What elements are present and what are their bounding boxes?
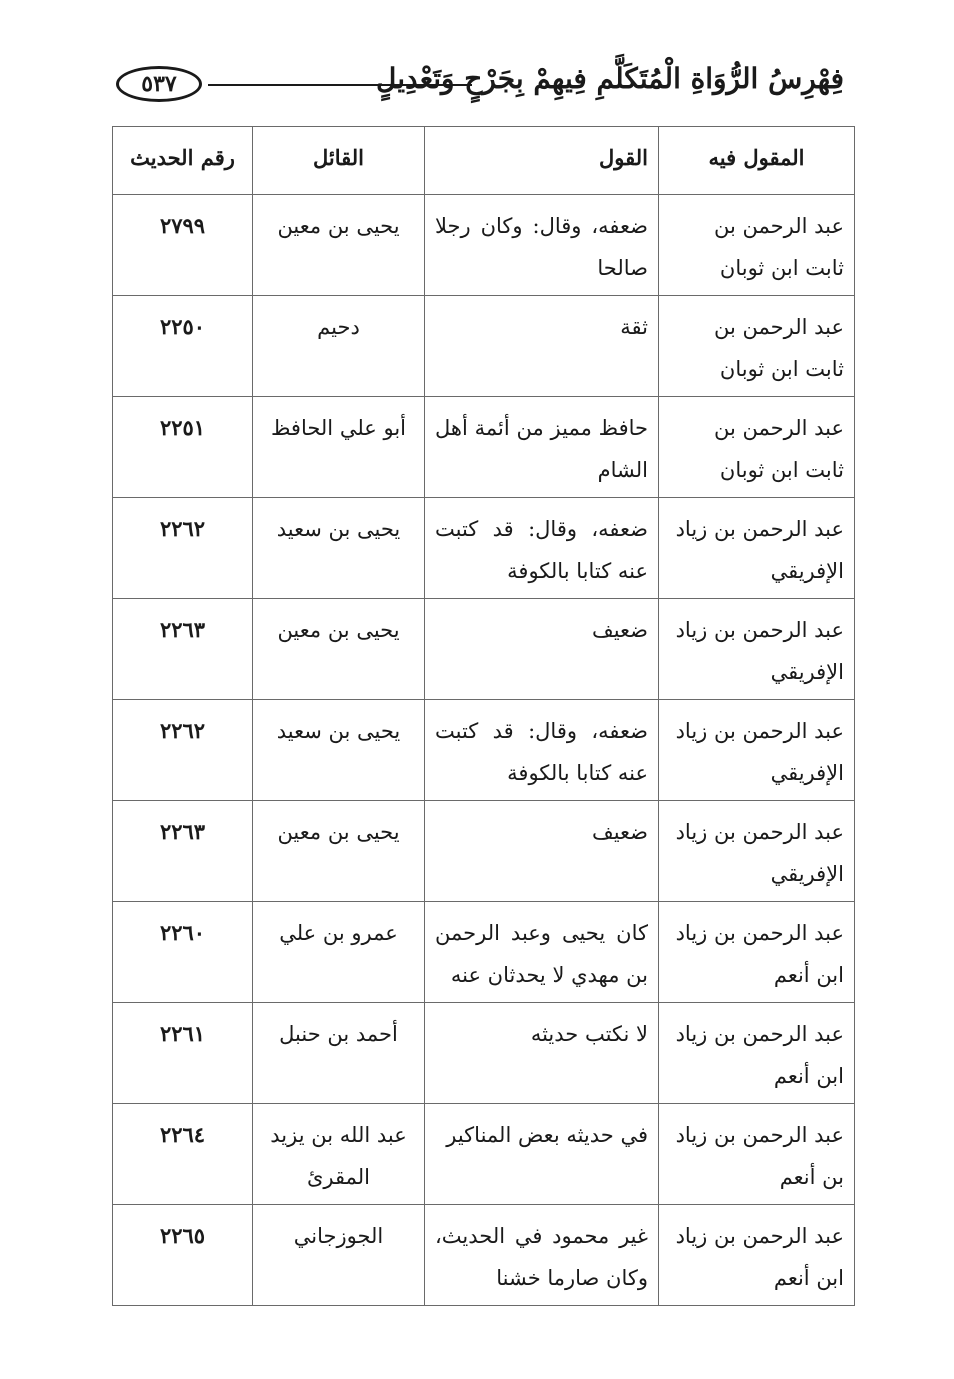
cell-subject: عبد الرحمن بن زياد الإفريقي (659, 498, 855, 599)
index-table-container (112, 126, 854, 1306)
cell-hadith-number: ٢٢٦٢ (113, 498, 253, 599)
page-number: ٥٣٧ (116, 66, 202, 102)
table-row (113, 902, 855, 1003)
cell-sayer: يحيى بن معين (253, 801, 425, 902)
cell-subject: عبد الرحمن بن زياد ابن أنعم (659, 902, 855, 1003)
cell-sayer: عمرو بن علي (253, 902, 425, 1003)
table-row (113, 599, 855, 700)
cell-hadith-number: ٢٢٦٥ (113, 1205, 253, 1306)
cell-saying: لا نكتب حديثه (425, 1003, 659, 1104)
cell-sayer: يحيى بن معين (253, 599, 425, 700)
cell-sayer: أحمد بن حنبل (253, 1003, 425, 1104)
cell-subject: عبد الرحمن بن زياد ابن أنعم (659, 1003, 855, 1104)
cell-sayer: يحيى بن سعيد (253, 498, 425, 599)
table-row (113, 1104, 855, 1205)
cell-sayer: يحيى بن سعيد (253, 700, 425, 801)
cell-subject: عبد الرحمن بن ثابت ابن ثوبان (659, 296, 855, 397)
cell-sayer: أبو علي الحافظ (253, 397, 425, 498)
cell-saying: ضعيف (425, 599, 659, 700)
cell-subject: عبد الرحمن بن زياد الإفريقي (659, 700, 855, 801)
cell-sayer: دحيم (253, 296, 425, 397)
table-row (113, 700, 855, 801)
cell-sayer: عبد الله بن يزيد المقرئ (253, 1104, 425, 1205)
cell-saying: ثقة (425, 296, 659, 397)
cell-hadith-number: ٢٢٥٠ (113, 296, 253, 397)
table-row (113, 1205, 855, 1306)
cell-saying: ضعيف (425, 801, 659, 902)
cell-saying: غير محمود في الحديث، وكان صارما خشنا (425, 1205, 659, 1306)
page-header (112, 62, 844, 118)
table-row (113, 498, 855, 599)
table-row (113, 801, 855, 902)
cell-subject: عبد الرحمن بن زياد بن أنعم (659, 1104, 855, 1205)
cell-subject: عبد الرحمن بن زياد الإفريقي (659, 599, 855, 700)
cell-subject: عبد الرحمن بن زياد الإفريقي (659, 801, 855, 902)
cell-hadith-number: ٢٢٦١ (113, 1003, 253, 1104)
cell-hadith-number: ٢٢٦٢ (113, 700, 253, 801)
cell-saying: ضعفه، وقال: وكان رجلا صالحا (425, 195, 659, 296)
table-row (113, 296, 855, 397)
cell-subject: عبد الرحمن بن ثابت ابن ثوبان (659, 397, 855, 498)
cell-saying: ضعفه، وقال: قد كتبت عنه كتابا بالكوفة (425, 498, 659, 599)
page-title: فِهْرِسُ الرُّوَاةِ الْمُتَكَلَّمِ فِيهِمْ بِجَرْحٍ وَتَعْدِيلٍ (376, 62, 844, 95)
cell-saying: حافظ مميز من أئمة أهل الشام (425, 397, 659, 498)
cell-hadith-number: ٢٢٦٠ (113, 902, 253, 1003)
cell-hadith-number: ٢٢٦٤ (113, 1104, 253, 1205)
table-body (113, 195, 855, 1306)
table-row (113, 1003, 855, 1104)
table-row (113, 195, 855, 296)
cell-saying: كان يحيى وعبد الرحمن بن مهدي لا يحدثان عنه (425, 902, 659, 1003)
column-header-saying: القول (425, 127, 659, 195)
cell-sayer: يحيى بن معين (253, 195, 425, 296)
cell-hadith-number: ٢٢٦٣ (113, 801, 253, 902)
table-row (113, 397, 855, 498)
cell-subject: عبد الرحمن بن زياد ابن أنعم (659, 1205, 855, 1306)
cell-hadith-number: ٢٢٦٣ (113, 599, 253, 700)
cell-subject: عبد الرحمن بن ثابت ابن ثوبان (659, 195, 855, 296)
cell-sayer: الجوزجاني (253, 1205, 425, 1306)
column-header-subject: المقول فيه (659, 127, 855, 195)
column-header-hadith-number: رقم الحديث (113, 127, 253, 195)
index-table (112, 126, 855, 1306)
table-header-row (113, 127, 855, 195)
cell-saying: في حديثه بعض المناكير (425, 1104, 659, 1205)
cell-saying: ضعفه، وقال: قد كتبت عنه كتابا بالكوفة (425, 700, 659, 801)
cell-hadith-number: ٢٢٥١ (113, 397, 253, 498)
column-header-sayer: القائل (253, 127, 425, 195)
cell-hadith-number: ٢٧٩٩ (113, 195, 253, 296)
